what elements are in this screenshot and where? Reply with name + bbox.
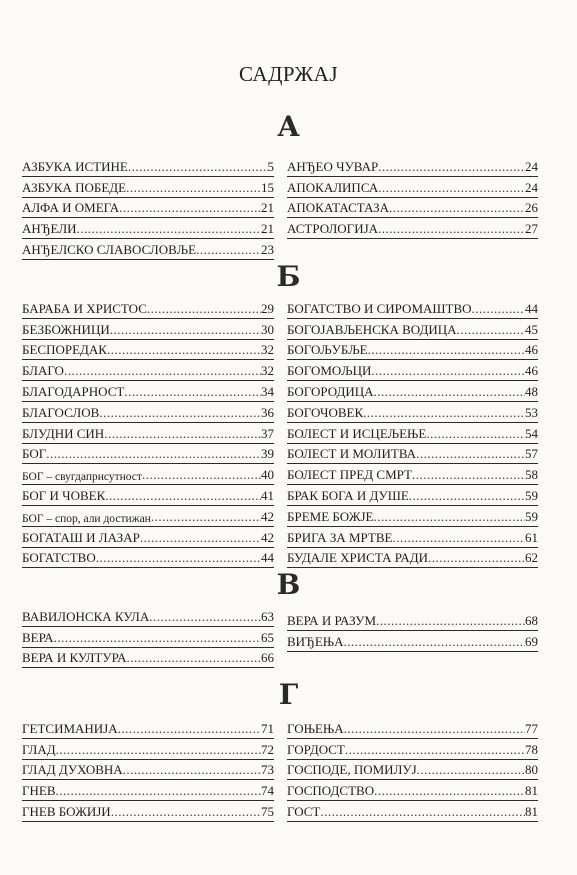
entry-page: 69 [525,633,538,649]
entry-title: ГНЕВ БОЖИЈИ [22,803,111,819]
entry-page: 80 [525,762,538,778]
entry-title: АПОКАТАСТАЗА [287,200,390,216]
toc-entry[interactable] [287,631,538,652]
entry-page: 63 [261,608,274,624]
toc-entry[interactable] [287,527,538,548]
toc-entry[interactable] [22,648,274,669]
toc-entry[interactable] [22,464,274,485]
entry-page: 41 [261,487,274,503]
entry-title: ГОСТ [287,803,321,819]
entry-title: БОГОЈАВЉЕНСКА ВОДИЦА [287,321,457,337]
entry-page: 34 [261,383,274,399]
entry-title: БОГ [22,446,47,462]
entry-title: ГЛАД ДУХОВНА [22,762,123,778]
entry-page: 36 [261,404,274,420]
toc-entry[interactable] [22,627,274,648]
toc-entry[interactable] [22,177,274,198]
entry-title: БОГ – свугдаприсутност [22,471,142,484]
entry-page: 59 [525,487,538,503]
entry-page: 59 [525,508,538,524]
entry-title: БЕСПОРЕДАК [22,342,107,358]
toc-column-left [22,718,274,822]
section-letter: А [277,110,300,143]
entry-page: 72 [261,741,274,757]
toc-entry[interactable] [22,218,274,239]
entry-page: 73 [261,762,274,778]
entry-title: БОГОРОДИЦА [287,383,374,399]
entry-title: БРЕМЕ БОЖЈЕ [287,508,374,524]
toc-entry[interactable] [287,760,538,781]
section-letter: Г [278,678,299,711]
toc-entry[interactable] [287,464,538,485]
entry-title: АЗБУКА ИСТИНЕ [22,158,128,174]
entry-title: БОГОЉУБЉЕ [287,342,368,358]
section-letter: Б [276,260,301,293]
toc-entry[interactable] [287,423,538,444]
entry-page: 15 [261,179,274,195]
toc-entry[interactable] [287,218,538,239]
toc-column-left [22,606,274,668]
entry-title: ВАВИЛОНСКА КУЛА [22,608,150,624]
toc-entry[interactable] [22,760,274,781]
entry-title: ВЕРА И РАЗУМ [287,612,377,628]
entry-title: ГЛАД [22,741,56,757]
entry-title: ГОЊЕЊА [287,720,344,736]
toc-entry[interactable] [287,739,538,760]
entry-page: 71 [261,720,274,736]
entry-page: 23 [261,241,274,257]
entry-page: 68 [525,612,538,628]
toc-entry[interactable] [287,402,538,423]
toc-entry[interactable] [287,360,538,381]
entry-page: 81 [525,783,538,799]
entry-page: 44 [261,550,274,566]
toc-entry[interactable] [22,198,274,219]
toc-entry[interactable] [287,801,538,822]
toc-entry[interactable] [22,340,274,361]
entry-title: ГОРДОСТ [287,741,345,757]
toc-entry[interactable] [22,360,274,381]
entry-title: АНЂЕЛИ [22,221,77,237]
toc-column-right [287,718,538,822]
entry-page: 78 [525,741,538,757]
entry-title: БОЛЕСТ ПРЕД СМРТ [287,467,412,483]
toc-entry[interactable] [22,606,274,627]
toc-entry[interactable] [287,381,538,402]
entry-page: 57 [525,446,538,462]
entry-title: БЛАГОСЛОВ [22,404,100,420]
entry-page: 66 [261,650,274,666]
toc-entry[interactable] [287,319,538,340]
toc-entry[interactable] [22,718,274,739]
toc-entry[interactable] [22,444,274,465]
entry-page: 29 [261,300,274,316]
entry-page: 42 [261,508,274,524]
entry-page: 61 [525,529,538,545]
entry-title: ВИЂЕЊА [287,633,344,649]
entry-page: 30 [261,321,274,337]
entry-page: 44 [525,300,538,316]
entry-title: БЛАГОДАРНОСТ [22,383,125,399]
entry-title: АНЂЕЛСКО СЛАВОСЛОВЉЕ [22,241,197,257]
entry-title: ВЕРА [22,629,54,645]
entry-page: 24 [525,179,538,195]
toc-entry[interactable] [22,506,274,527]
entry-title: АЗБУКА ПОБЕДЕ [22,179,127,195]
entry-title: АНЂЕО ЧУВАР [287,158,379,174]
toc-entry[interactable] [287,444,538,465]
entry-page: 45 [525,321,538,337]
toc-entry[interactable] [22,485,274,506]
entry-title: БЕЗБОЖНИЦИ [22,321,110,337]
entry-title: БОГАТАШ И ЛАЗАР [22,529,140,545]
toc-column-right [287,610,538,652]
toc-entry[interactable] [287,156,538,177]
entry-title: БОГАТСТВО И СИРОМАШТВО [287,300,472,316]
entry-title: ВЕРА И КУЛТУРА [22,650,127,666]
entry-page: 5 [267,158,274,174]
entry-title: БОЛЕСТ И ИСЦЕЉЕЊЕ [287,425,427,441]
entry-title: БОГОМОЉЦИ [287,363,372,379]
entry-page: 81 [525,803,538,819]
toc-entry[interactable] [22,527,274,548]
entry-page: 53 [525,404,538,420]
toc-entry[interactable] [287,198,538,219]
entry-page: 40 [261,467,274,483]
entry-page: 65 [261,629,274,645]
toc-entry[interactable] [22,402,274,423]
entry-title: ГОСПОДСТВО [287,783,375,799]
entry-title: ГОСПОДЕ, ПОМИЛУЈ [287,762,417,778]
entry-title: БОГАТСТВО [22,550,96,566]
toc-entry[interactable] [22,548,274,569]
entry-page: 42 [261,529,274,545]
toc-entry[interactable] [287,485,538,506]
toc-entry[interactable] [22,739,274,760]
toc-entry[interactable] [287,718,538,739]
entry-page: 37 [261,425,274,441]
entry-page: 46 [525,363,538,379]
entry-page: 46 [525,342,538,358]
toc-column-left [22,298,274,568]
entry-title: АЛФА И ОМЕГА [22,200,120,216]
entry-title: БРИГА ЗА МРТВЕ [287,529,393,545]
entry-page: 21 [261,200,274,216]
entry-page: 58 [525,467,538,483]
toc-entry[interactable] [287,548,538,569]
toc-entry[interactable] [22,298,274,319]
entry-title: БЛАГО [22,363,64,379]
entry-page: 32 [261,363,274,379]
entry-page: 62 [525,550,538,566]
entry-title: ГНЕВ [22,783,56,799]
entry-page: 24 [525,158,538,174]
toc-entry[interactable] [22,381,274,402]
entry-title: БРАК БОГА И ДУШЕ [287,487,409,503]
entry-title: АСТРОЛОГИЈА [287,221,379,237]
toc-entry[interactable] [287,298,538,319]
section-letter: В [276,568,301,601]
entry-page: 21 [261,221,274,237]
entry-page: 48 [525,383,538,399]
toc-entry[interactable] [287,506,538,527]
entry-page: 74 [261,783,274,799]
toc-column-right [287,298,538,568]
page-title: САДРЖАЈ [238,62,339,86]
toc-entry[interactable] [22,319,274,340]
toc-entry[interactable] [22,801,274,822]
toc-entry[interactable] [22,156,274,177]
toc-column-left [22,156,274,260]
entry-title: БОЛЕСТ И МОЛИТВА [287,446,417,462]
entry-page: 54 [525,425,538,441]
entry-title: ГЕТСИМАНИЈА [22,720,118,736]
entry-title: АПОКАЛИПСА [287,179,379,195]
entry-page: 26 [525,200,538,216]
toc-entry[interactable] [287,177,538,198]
entry-page: 27 [525,221,538,237]
entry-page: 77 [525,720,538,736]
toc-entry[interactable] [287,610,538,631]
toc-entry[interactable] [22,780,274,801]
entry-page: 75 [261,803,274,819]
entry-title: БОГОЧОВЕК [287,404,364,420]
entry-page: 39 [261,446,274,462]
toc-entry[interactable] [287,780,538,801]
toc-entry[interactable] [287,340,538,361]
entry-title: БОГ – спор, али достижан [22,512,151,525]
entry-page: 32 [261,342,274,358]
toc-entry[interactable] [22,239,274,260]
entry-title: БАРАБА И ХРИСТОС [22,300,147,316]
toc-entry[interactable] [22,423,274,444]
entry-title: БЛУДНИ СИН [22,425,105,441]
entry-title: БОГ И ЧОВЕК [22,487,106,503]
toc-column-right [287,156,538,239]
entry-title: БУДАЛЕ ХРИСТА РАДИ [287,550,428,566]
